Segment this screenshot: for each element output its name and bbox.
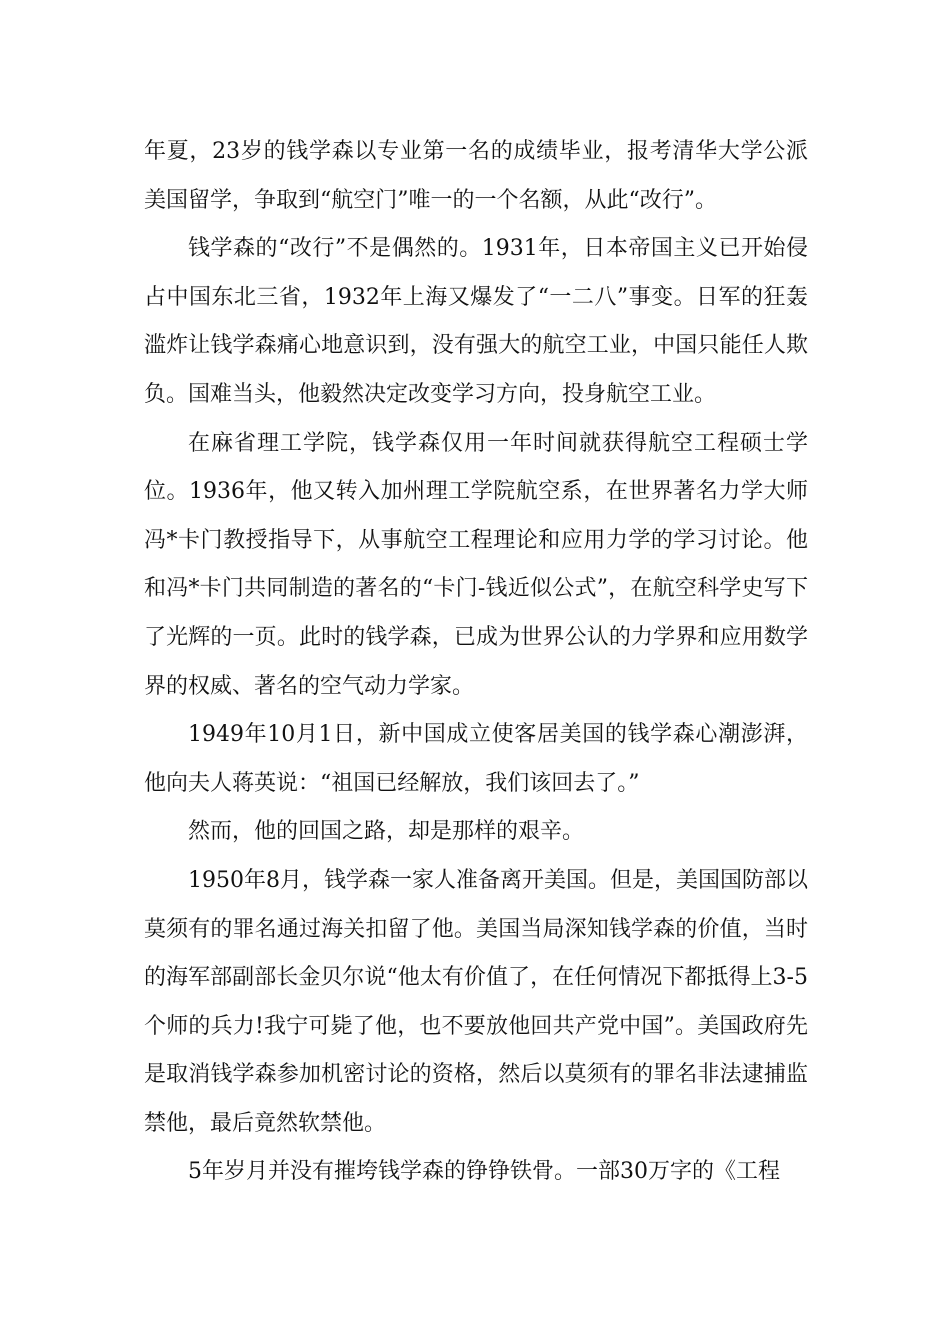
paragraph-1: 年夏，23岁的钱学森以专业第一名的成绩毕业，报考清华大学公派美国留学，争取到“航空门”唯一的一个名额，从此“改行”。 — [144, 139, 808, 213]
document-body — [144, 128, 808, 1197]
paragraph-3: 在麻省理工学院，钱学森仅用一年时间就获得航空工程硕士学位。1936年，他又转入加州理工学院航空系，在世界著名力学大师冯*卡门教授指导下，从事航空工程理论和应用力学的学习讨论。他和冯*卡门共同制造的著名的“卡门-钱近似公式”，在航空科学史写下了光辉的一页。此时的钱学森，已成为世界公认的力学界和应用数学界的权威、著名的空气动力学家。 — [144, 430, 808, 699]
paragraph-2: 钱学森的“改行”不是偶然的。1931年，日本帝国主义已开始侵占中国东北三省，1932年上海又爆发了“一二八”事变。日军的狂轰滥炸让钱学森痛心地意识到，没有强大的航空工业，中国只能任人欺负。国难当头，他毅然决定改变学习方向，投身航空工业。 — [144, 236, 808, 407]
paragraph-6: 1950年8月，钱学森一家人准备离开美国。但是，美国国防部以莫须有的罪名通过海关扣留了他。美国当局深知钱学森的价值，当时的海军部副部长金贝尔说“他太有价值了，在任何情况下都抵得上3-5个师的兵力!我宁可毙了他，也不要放他回共产党中国”。美国政府先是取消钱学森参加机密讨论的资格，然后以莫须有的罪名非法逮捕监禁他，最后竟然软禁他。 — [144, 867, 808, 1136]
paragraph-5: 然而，他的回国之路，却是那样的艰辛。 — [188, 819, 585, 845]
paragraph-4: 1949年10月1日，新中国成立使客居美国的钱学森心潮澎湃，他向夫人蒋英说：“祖国已经解放，我们该回去了。” — [144, 722, 808, 796]
paragraph-7: 5年岁月并没有摧垮钱学森的铮铮铁骨。一部30万字的《工程 — [188, 1159, 780, 1185]
